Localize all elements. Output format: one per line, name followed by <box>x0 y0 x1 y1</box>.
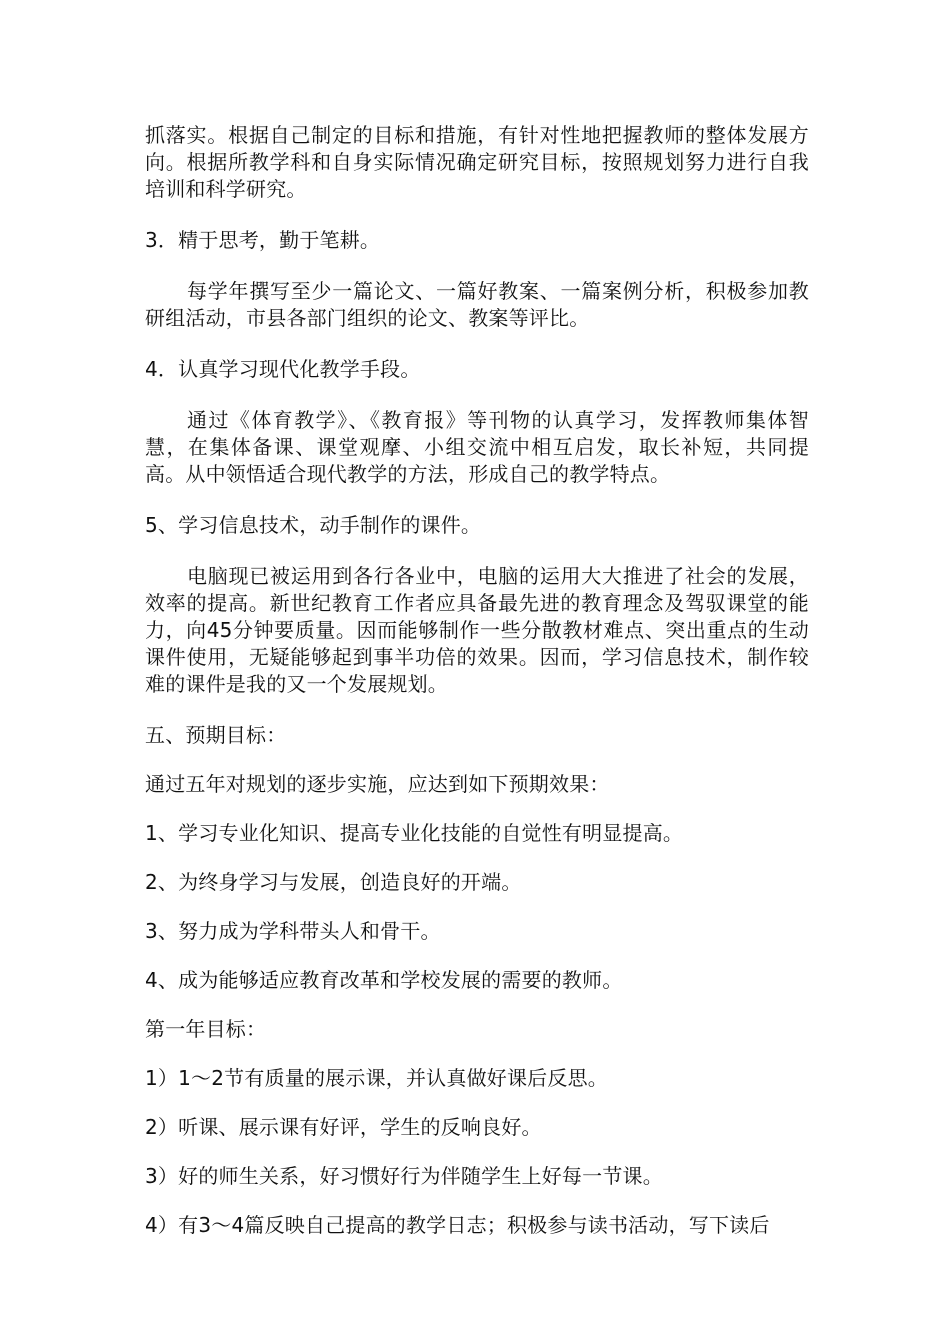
goal-item: 3、努力成为学科带头人和骨干。 <box>145 919 441 943</box>
goal-item: 1、学习专业化知识、提高专业化技能的自觉性有明显提高。 <box>145 821 684 845</box>
document-body <box>145 122 809 1239</box>
intro-paragraph: 抓落实。根据自己制定的目标和措施，有针对性地把握教师的整体发展方向。根据所教学科和自身实际情况确定研究目标，按照规划努力进行自我培训和科学研究。 <box>145 123 809 201</box>
section-5-intro: 通过五年对规划的逐步实施，应达到如下预期效果： <box>145 772 610 796</box>
year-1-goal-item: 2）听课、展示课有好评，学生的反响良好。 <box>145 1115 542 1139</box>
item-5-body: 电脑现已被运用到各行各业中，电脑的运用大大推进了社会的发展，效率的提高。新世纪教育工作者应具备最先进的教育理念及驾驭课堂的能力，向45分钟要质量。因而能够制作一些分散教材难点、突出重点的生动课件使用，无疑能够起到事半功倍的效果。因而，学习信息技术，制作较难的课件是我的又一个发展规划。 <box>145 564 809 696</box>
item-3-heading: 3．精于思考，勤于笔耕。 <box>145 228 381 252</box>
year-1-goal-item: 1）1～2节有质量的展示课，并认真做好课后反思。 <box>145 1066 608 1090</box>
year-1-heading: 第一年目标： <box>145 1017 267 1041</box>
item-5-heading: 5、学习信息技术，动手制作的课件。 <box>145 513 482 537</box>
year-1-goal-item: 3）好的师生关系，好习惯好行为伴随学生上好每一节课。 <box>145 1164 663 1188</box>
section-5-heading: 五、预期目标： <box>145 723 287 747</box>
goal-item: 4、成为能够适应教育改革和学校发展的需要的教师。 <box>145 968 623 992</box>
item-3-body: 每学年撰写至少一篇论文、一篇好教案、一篇案例分析，积极参加教研组活动，市县各部门组织的论文、教案等评比。 <box>145 279 809 330</box>
goal-item: 2、为终身学习与发展，创造良好的开端。 <box>145 870 522 894</box>
item-4-heading: 4．认真学习现代化教学手段。 <box>145 357 421 381</box>
year-1-goal-item: 4）有3～4篇反映自己提高的教学日志；积极参与读书活动，写下读后 <box>145 1213 770 1237</box>
item-4-body: 通过《体育教学》、《教育报》等刊物的认真学习，发挥教师集体智慧，在集体备课、课堂观摩、小组交流中相互启发，取长补短，共同提高。从中领悟适合现代教学的方法，形成自己的教学特点。 <box>145 408 809 486</box>
